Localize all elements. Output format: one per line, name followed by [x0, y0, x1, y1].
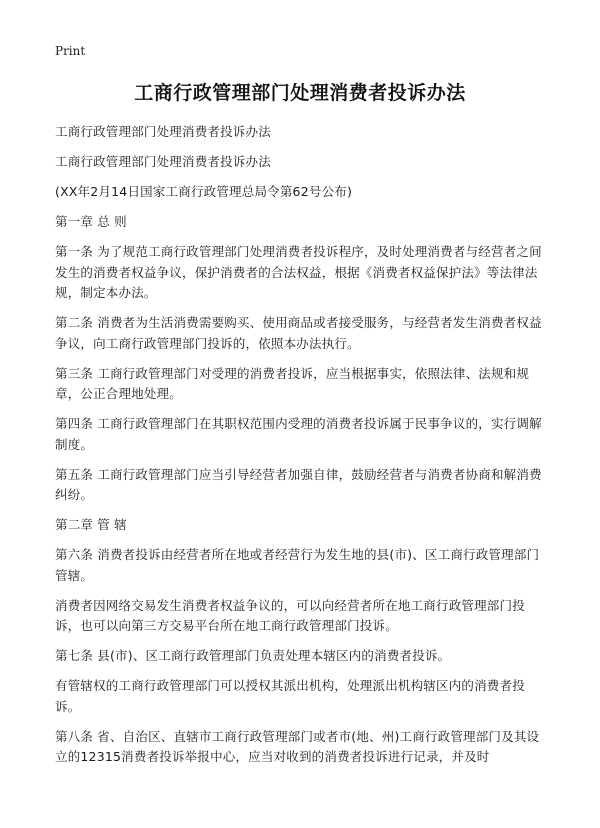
publication-note: (XX年2月14日国家工商行政管理总局令第62号公布)	[55, 184, 353, 199]
article-paragraph: 消费者因网络交易发生消费者权益争议的，可以向经营者所在地工商行政管理部门投诉，也可以向第三方交易平台所在地工商行政管理部门投诉。	[55, 597, 525, 633]
document-title: 工商行政管理部门处理消费者投诉办法	[134, 82, 466, 104]
article-paragraph: 第八条 省、自治区、直辖市工商行政管理部门或者市(地、州)工商行政管理部门及其设立的12315消费者投诉举报中心，应当对收到的消费者投诉进行记录，并及时	[55, 728, 540, 764]
article-paragraph: 第七条 县(市)、区工商行政管理部门负责处理本辖区内的消费者投诉。	[55, 648, 451, 663]
print-label: Print	[55, 44, 86, 58]
subtitle-line: 工商行政管理部门处理消费者投诉办法	[55, 154, 271, 169]
article-paragraph: 第五条 工商行政管理部门应当引导经营者加强自律，鼓励经营者与消费者协商和解消费纠纷。	[55, 466, 542, 502]
document-body	[55, 122, 550, 777]
article-paragraph: 第二条 消费者为生活消费需要购买、使用商品或者接受服务，与经营者发生消费者权益争议，向工商行政管理部门投诉的，依照本办法执行。	[55, 315, 542, 351]
article-paragraph: 第四条 工商行政管理部门在其职权范围内受理的消费者投诉属于民事争议的，实行调解制度。	[55, 416, 542, 452]
article-paragraph: 第三条 工商行政管理部门对受理的消费者投诉，应当根据事实，依照法律、法规和规章，公正合理地处理。	[55, 365, 530, 401]
chapter-heading: 第一章 总 则	[55, 214, 127, 229]
chapter-heading: 第二章 管 辖	[55, 517, 127, 532]
article-paragraph: 有管辖权的工商行政管理部门可以授权其派出机构，处理派出机构辖区内的消费者投诉。	[55, 678, 525, 714]
article-paragraph: 第六条 消费者投诉由经营者所在地或者经营行为发生地的县(市)、区工商行政管理部门管辖。	[55, 547, 540, 583]
subtitle-line: 工商行政管理部门处理消费者投诉办法	[55, 124, 271, 139]
article-paragraph: 第一条 为了规范工商行政管理部门处理消费者投诉程序，及时处理消费者与经营者之间发生的消费者权益争议，保护消费者的合法权益，根据《消费者权益保护法》等法律法规，制定本办法。	[55, 244, 542, 300]
